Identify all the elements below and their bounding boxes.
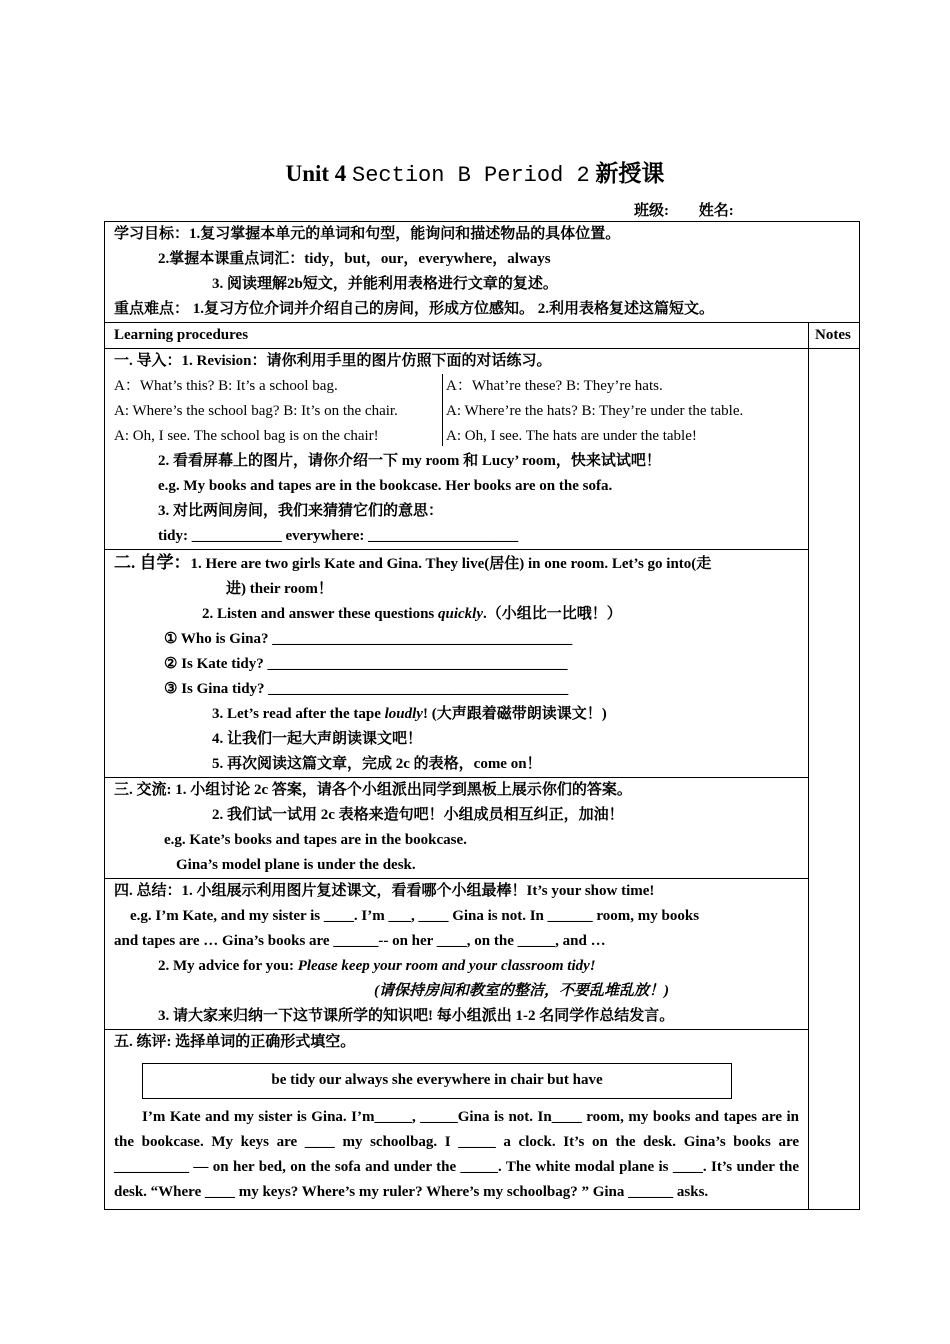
section4-example-a: e.g. I’m Kate, and my sister is ____. I’m ___, ____ Gina is not. In ______ room, my books: [130, 908, 700, 924]
dialogue-line-1: [114, 374, 799, 399]
section5-title: 五. 练评: 选择单词的正确形式填空。: [114, 1034, 356, 1050]
section2-row: [105, 550, 860, 778]
section2-item1-line2: 进) their room！: [226, 581, 333, 597]
section4-cell: [105, 879, 809, 1030]
dialogue-b3: A: Oh, I see. The hats are under the table!: [446, 428, 697, 444]
section1-item2: 2. 看看屏幕上的图片，请你介绍一下 my room 和 Lucy’ room，快来试试吧！: [158, 453, 661, 469]
section2-item3: [114, 702, 799, 727]
dialogue-block: [114, 374, 799, 449]
section1-title: 一. 导入：1. Revision：请你利用手里的图片仿照下面的对话练习。: [114, 353, 552, 369]
notes-column: [809, 349, 860, 1210]
objectives-row: [105, 222, 860, 323]
advice-text: Please keep your room and your classroom tidy!: [297, 958, 596, 974]
section1-tidy-blank: tidy: ____________ everywhere: ____________________: [158, 528, 519, 544]
title-unit: Unit 4: [285, 161, 347, 186]
class-name-line: [634, 199, 760, 220]
fill-in-passage: I’m Kate and my sister is Gina. I’m_____, _____Gina is not. In____ room, my books and tapes are in the bookcase. My keys are ____ my schoolbag. I _____ a clock. It’s on the desk. Gina’s books are __________ — on her bed, on the sofa and under the _____. The white modal plane is ____. It’s under the desk. “Where ____ my keys? Where’s my ruler? Where’s my schoolbag? ” Gina ______ asks.: [114, 1109, 799, 1200]
section2-item2-c: .（小组比一比哦！）: [483, 606, 622, 622]
dialogue-line-3: [114, 424, 799, 449]
section4-example-b: and tapes are … Gina’s books are ______-- on her ____, on the _____, and …: [114, 933, 606, 949]
section3-item2: 2. 我们试一试用 2c 表格来造句吧！小组成员相互纠正，加油！: [212, 807, 624, 823]
section4-row: [105, 879, 860, 1030]
section5-row: [105, 1030, 860, 1210]
section2-item3-c: ! (大声跟着磁带朗读课文！): [422, 706, 607, 722]
question-1: ① Who is Gina? ________________________________________: [164, 631, 573, 647]
dialogue-line-2: [114, 399, 799, 424]
section3-example-2: Gina’s model plane is under the desk.: [176, 857, 416, 873]
section2-cell: [105, 550, 809, 778]
name-label: 姓名:: [698, 203, 734, 219]
section2-item2-b: quickly: [438, 606, 484, 622]
dialogue-a1: A：What’s this? B: It’s a school bag.: [114, 378, 338, 394]
section2-item2: [114, 602, 799, 627]
section2-item5: 5. 再次阅读这篇文章，完成 2c 的表格，come on！: [212, 756, 542, 772]
section3-row: [105, 778, 860, 879]
section4-advice: [114, 954, 799, 979]
page-title: [0, 155, 950, 188]
advice-label: 2. My advice for you:: [158, 958, 298, 974]
objective-line-2: 2.掌握本课重点词汇：tidy，but，our，everywhere，always: [158, 251, 551, 267]
title-cn: 新授课: [595, 161, 665, 186]
section3-example-1: e.g. Kate’s books and tapes are in the bookcase.: [164, 832, 467, 848]
notes-header: Notes: [809, 323, 860, 349]
question-3: ③ Is Gina tidy? ________________________________________: [164, 681, 569, 697]
advice-translation: (请保持房间和教室的整洁，不要乱堆乱放！): [374, 983, 669, 999]
class-label: 班级:: [634, 203, 669, 219]
section2-item3-b: loudly: [384, 706, 423, 722]
section2-item3-a: 3. Let’s read after the tape: [212, 706, 385, 722]
section4-title: 四. 总结：1. 小组展示利用图片复述课文，看看哪个小组最棒！It’s your show time!: [114, 883, 655, 899]
dialogue-a2: A: Where’s the school bag? B: It’s on the chair.: [114, 403, 398, 419]
objectives-cell: [105, 222, 860, 323]
question-2: ② Is Kate tidy? ________________________________________: [164, 656, 568, 672]
title-section: Section B Period 2: [352, 163, 590, 188]
section4-item3: 3. 请大家来归纳一下这节课所学的知识吧! 每小组派出 1-2 名同学作总结发言。: [158, 1008, 675, 1024]
section5-cell: [105, 1030, 809, 1210]
section1-example: e.g. My books and tapes are in the bookcase. Her books are on the sofa.: [158, 478, 613, 494]
procedures-header: Learning procedures: [105, 323, 809, 349]
word-bank: be tidy our always she everywhere in chair but have: [142, 1063, 732, 1099]
section2-item1-line1: [114, 550, 799, 577]
dialogue-b1: A：What’re these? B: They’re hats.: [446, 378, 663, 394]
section1-row: [105, 349, 860, 550]
section1-cell: [105, 349, 809, 550]
section2-title: 二. 自学：: [114, 553, 191, 572]
objective-line-1: 学习目标：1.复习掌握本单元的单词和句型，能询问和描述物品的具体位置。: [114, 226, 621, 242]
dialogue-b2: A: Where’re the hats? B: They’re under the table.: [446, 403, 744, 419]
section2-item4: 4. 让我们一起大声朗读课文吧！: [212, 731, 423, 747]
section2-item2-a: 2. Listen and answer these questions: [202, 606, 439, 622]
section3-cell: [105, 778, 809, 879]
objective-line-4: 重点难点： 1.复习方位介词并介绍自己的房间，形成方位感知。 2.利用表格复述这篇短文。: [114, 301, 715, 317]
dialogue-a3: A: Oh, I see. The school bag is on the chair!: [114, 428, 379, 444]
header-row: [105, 323, 860, 349]
section2-item1-text: 1. Here are two girls Kate and Gina. They live(居住) in one room. Let’s go into(走: [190, 556, 712, 572]
section1-item3: 3. 对比两间房间，我们来猜猜它们的意思：: [158, 503, 444, 519]
section3-title: 三. 交流: 1. 小组讨论 2c 答案，请各个小组派出同学到黑板上展示你们的答案。: [114, 782, 632, 798]
lesson-table: [104, 221, 860, 1210]
objective-line-3: 3. 阅读理解2b短文，并能利用表格进行文章的复述。: [212, 276, 558, 292]
